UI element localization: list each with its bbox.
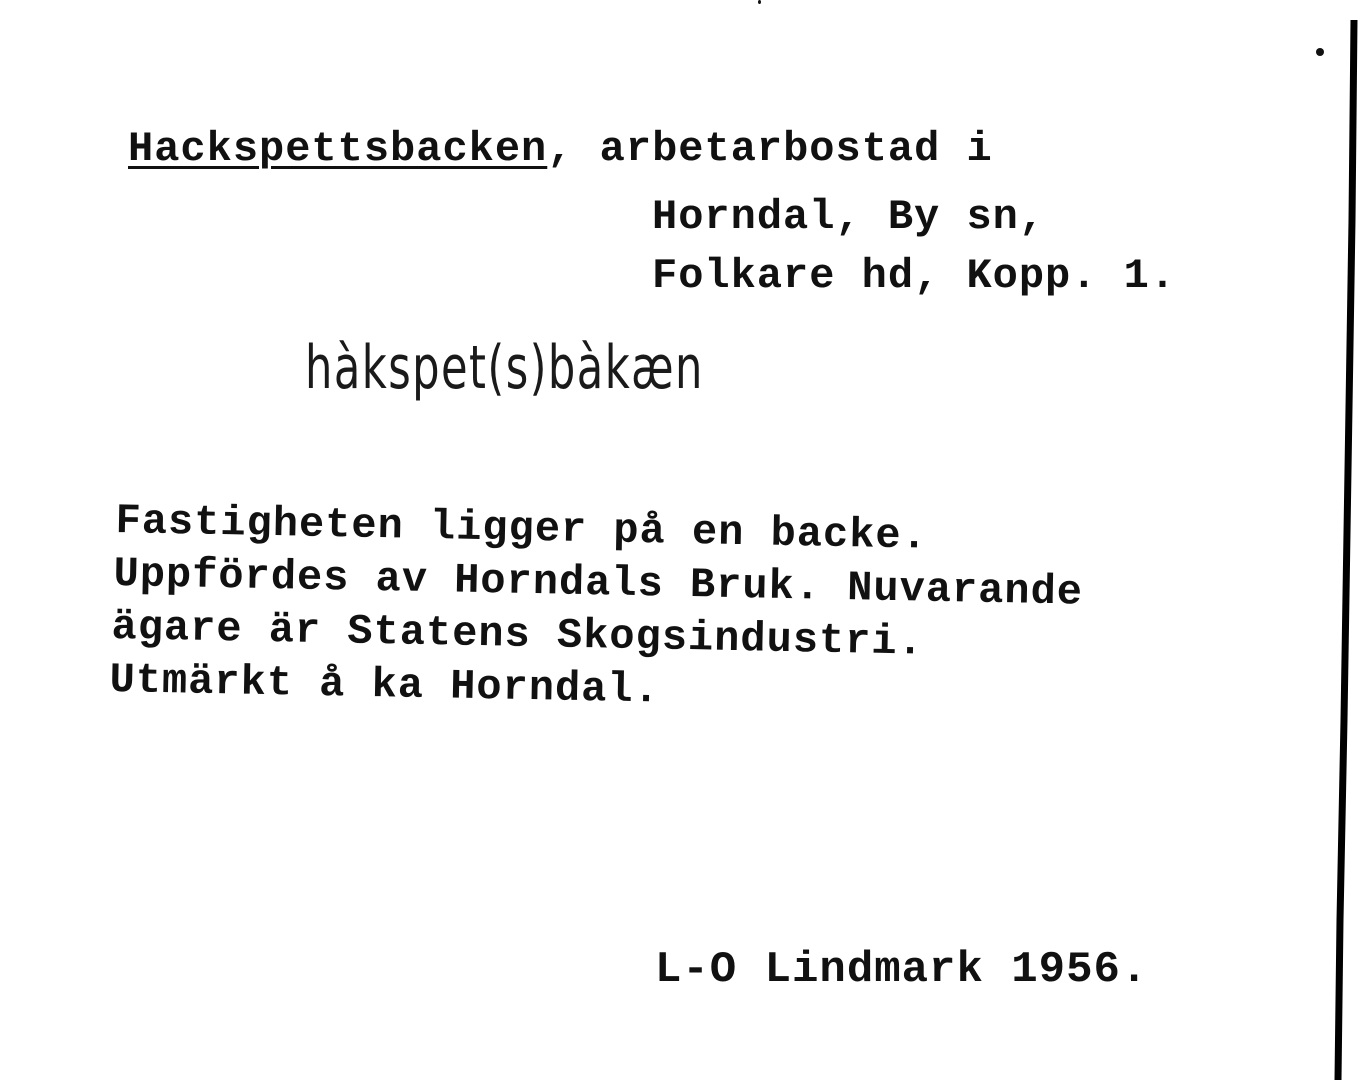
body-line-4: Utmärkt å ka Horndal. — [109, 656, 661, 715]
card-edge-line — [1310, 20, 1362, 1080]
scan-speck — [758, 0, 761, 4]
location-line-1: Horndal, By sn, — [652, 193, 1046, 241]
body-line-3: ägare är Statens Skogsindustri. — [111, 603, 925, 667]
location-line-2: Folkare hd, Kopp. 1. — [652, 252, 1177, 300]
body-line-1: Fastigheten ligger på en backe. — [115, 497, 929, 561]
heading-rest: , arbetarbostad i — [547, 125, 993, 173]
signature: L-O Lindmark 1956. — [655, 945, 1149, 995]
handwritten-pronunciation: hàkspet(s)bàkæn — [305, 333, 704, 403]
headword: Hackspettsbacken — [128, 125, 548, 173]
scan-speck — [1316, 48, 1324, 56]
body-line-2: Uppfördes av Horndals Bruk. Nuvarande — [113, 550, 1084, 617]
heading-line — [128, 125, 993, 173]
